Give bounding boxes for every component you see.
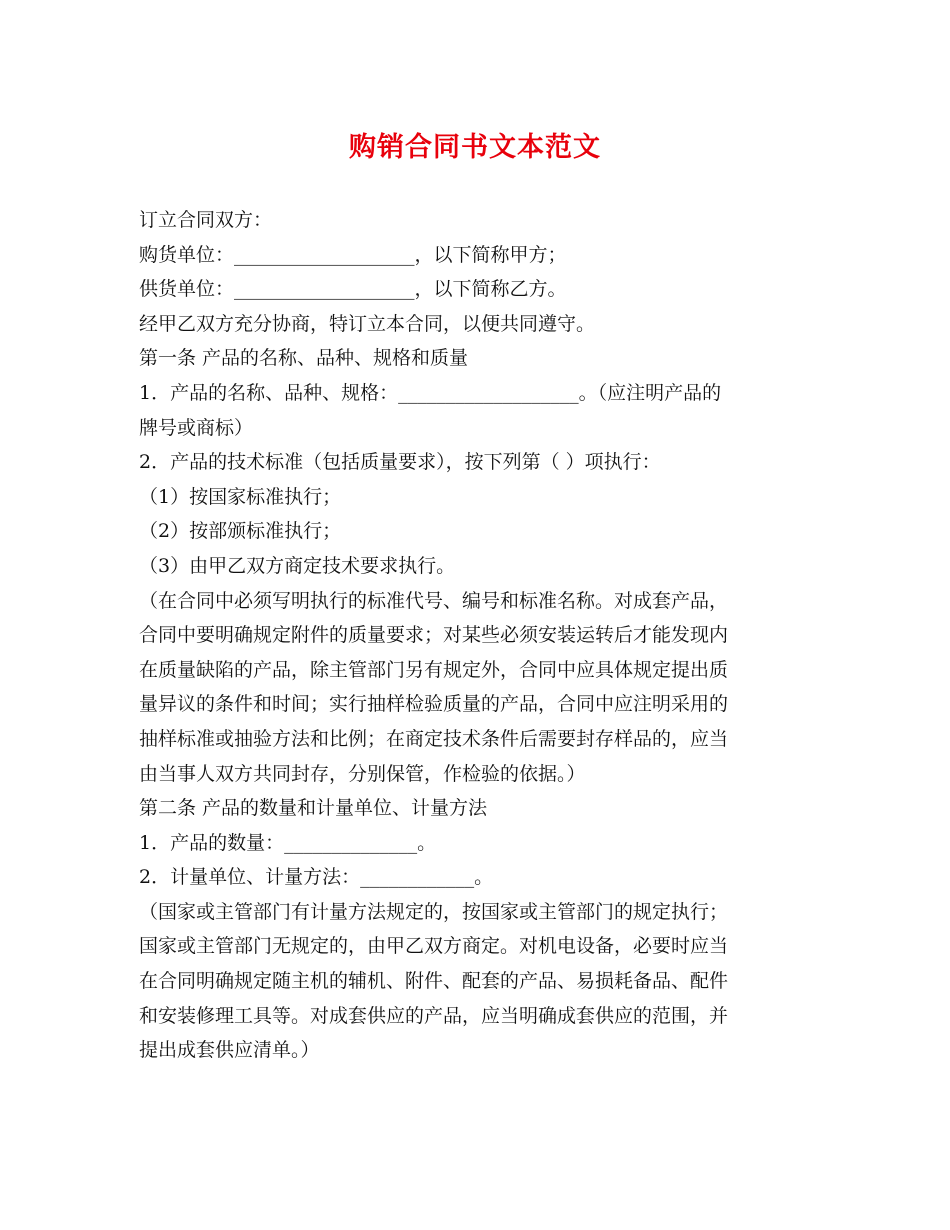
text-line: （2）按部颁标准执行； [139,520,342,543]
text-line: 经甲乙双方充分协商，特订立本合同，以便共同遵守。 [139,312,596,335]
text-line: 订立合同双方： [139,209,273,231]
document-title: 购销合同书文本范文 [349,132,601,163]
text-line: 1．产品的数量：______________。 [139,831,437,854]
text-line: 由当事人双方共同封存，分别保管，作检验的依据。） [139,762,586,785]
text-line: 2．计量单位、计量方法：____________。 [139,866,494,889]
text-line: 提出成套供应清单。） [139,1039,320,1062]
text-line: 购货单位：___________________，以下简称甲方； [139,243,567,266]
text-line: 国家或主管部门无规定的，由甲乙双方商定。对机电设备，必要时应当 [139,935,729,958]
section-heading: 第二条 产品的数量和计量单位、计量方法 [139,797,488,820]
text-line: （3）由甲乙双方商定技术要求执行。 [139,554,456,577]
text-line: 抽样标准或抽验方法和比例；在商定技术条件后需要封存样品的，应当 [139,727,729,750]
text-line: 2．产品的技术标准（包括质量要求），按下列第（ ）项执行： [139,451,661,474]
text-line: 合同中要明确规定附件的质量要求；对某些必须安装运转后才能发现内 [139,624,729,647]
text-line: （国家或主管部门有计量方法规定的，按国家或主管部门的规定执行； [139,900,729,923]
text-line: 供货单位：___________________，以下简称乙方。 [139,278,567,301]
text-line: （1）按国家标准执行； [139,485,342,508]
text-line: 在合同明确规定随主机的辅机、附件、配套的产品、易损耗备品、配件 [139,970,729,993]
text-line: 在质量缺陷的产品，除主管部门另有规定外，合同中应具体规定提出质 [139,658,729,681]
text-line: 1．产品的名称、品种、规格：___________________。（应注明产品的 [139,381,722,404]
section-heading: 第一条 产品的名称、品种、规格和质量 [139,347,469,370]
text-line: （在合同中必须写明执行的标准代号、编号和标准名称。对成套产品， [139,589,729,612]
document-body [139,203,815,1068]
text-line: 量异议的条件和时间；实行抽样检验质量的产品，合同中应注明采用的 [139,693,729,716]
text-line: 牌号或商标） [139,416,254,439]
text-line: 和安装修理工具等。对成套供应的产品，应当明确成套供应的范围，并 [139,1004,729,1027]
